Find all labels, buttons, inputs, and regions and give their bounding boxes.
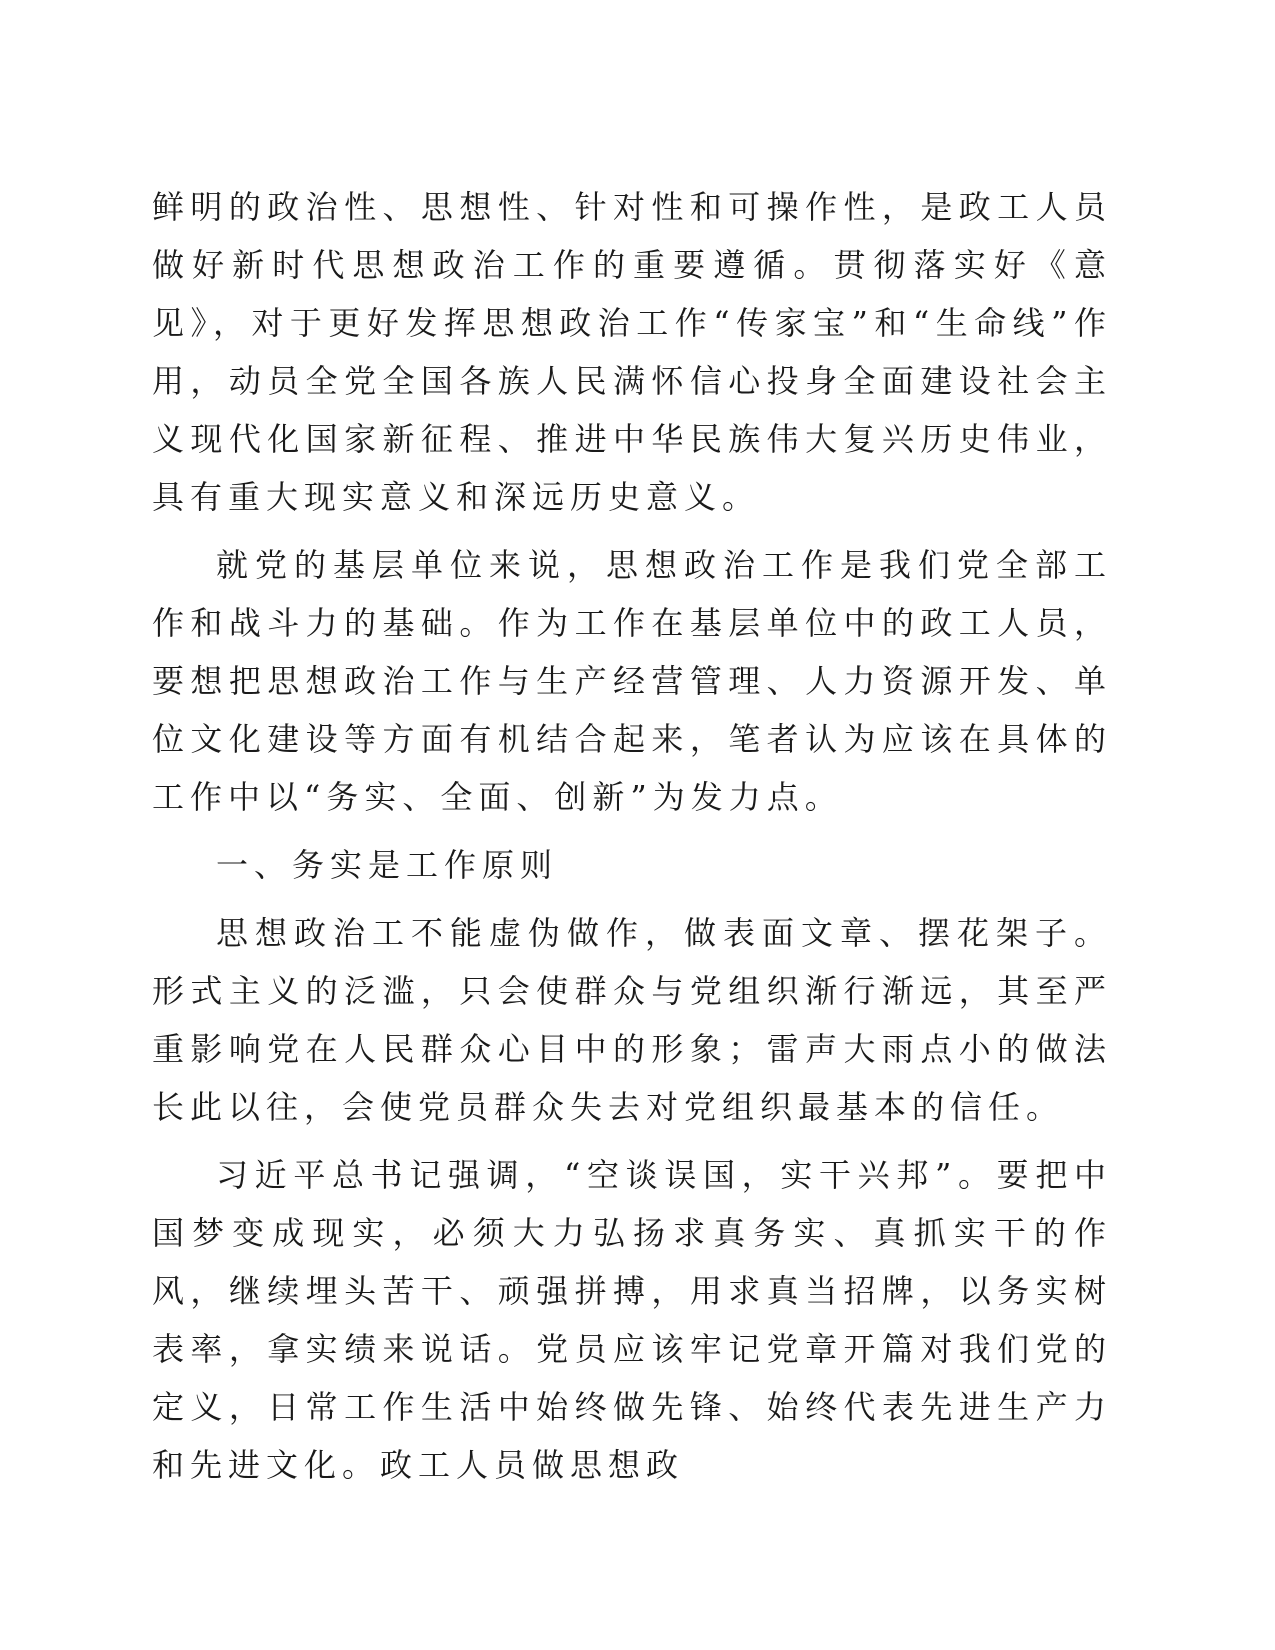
body-paragraph: 就党的基层单位来说，思想政治工作是我们党全部工作和战斗力的基础。作为工作在基层单位中的政工人员，要想把思想政治工作与生产经营管理、人力资源开发、单位文化建设等方面有机结合起来，笔者认为应该在具体的工作中以“务实、全面、创新”为发力点。 [152, 546, 1112, 816]
document-page [152, 178, 1112, 1504]
body-paragraph: 鲜明的政治性、思想性、针对性和可操作性，是政工人员做好新时代思想政治工作的重要遵循。贯彻落实好《意见》，对于更好发挥思想政治工作“传家宝”和“生命线”作用，动员全党全国各族人民满怀信心投身全面建设社会主义现代化国家新征程、推进中华民族伟大复兴历史伟业，具有重大现实意义和深远历史意义。 [152, 188, 1112, 516]
section-heading: 一、务实是工作原则 [216, 846, 559, 884]
body-paragraph: 习近平总书记强调，“空谈误国，实干兴邦”。要把中国梦变成现实，必须大力弘扬求真务实、真抓实干的作风，继续埋头苦干、顽强拼搏，用求真当招牌，以务实树表率，拿实绩来说话。党员应该牢记党章开篇对我们党的定义，日常工作生活中始终做先锋、始终代表先进生产力和先进文化。政工人员做思想政 [152, 1156, 1112, 1484]
body-paragraph: 思想政治工不能虚伪做作，做表面文章、摆花架子。形式主义的泛滥，只会使群众与党组织渐行渐远，其至严重影响党在人民群众心目中的形象；雷声大雨点小的做法长此以往，会使党员群众失去对党组织最基本的信任。 [152, 914, 1112, 1126]
